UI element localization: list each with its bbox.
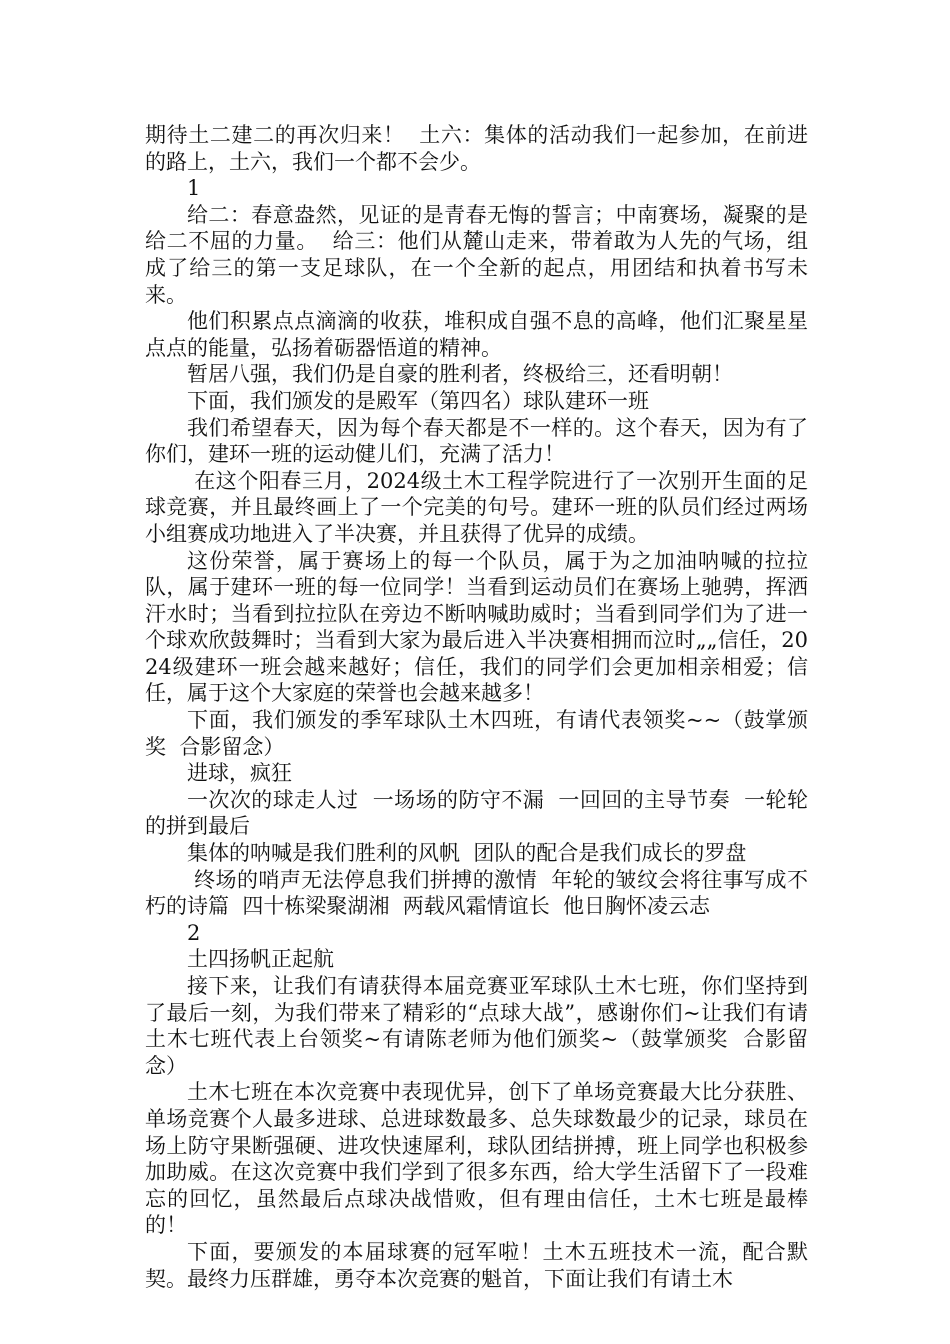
paragraph: 集体的呐喊是我们胜利的风帆 团队的配合是我们成长的罗盘 [187, 841, 747, 866]
paragraph: 接下来，让我们有请获得本届竞赛亚军球队土木七班，你们坚持到了最后一刻，为我们带来了精彩的“点球大战”，感谢你们~让我们有请土木七班代表上台领奖~有请陈老师为他们颁奖~（鼓掌颁奖 合影留念） [145, 974, 808, 1078]
paragraph: 我们希望春天，因为每个春天都是不一样的。这个春天，因为有了你们，建环一班的运动健儿们，充满了活力！ [145, 415, 808, 467]
paragraph: 在这个阳春三月，2024级土木工程学院进行了一次别开生面的足球竞赛，并且最终画上了一个完美的句号。建环一班的队员们经过两场小组赛成功地进入了半决赛，并且获得了优异的成绩。 [145, 468, 808, 546]
paragraph: 土四扬帆正起航 [187, 947, 334, 972]
paragraph: 期待土二建二的再次归来！ 土六：集体的活动我们一起参加，在前进的路上，土六，我们一个都不会少。 [145, 123, 808, 174]
paragraph: 下面，我们颁发的季军球队土木四班，有请代表领奖~~（鼓掌颁奖 合影留念） [145, 708, 808, 759]
paragraph: 下面，要颁发的本届球赛的冠军啦！土木五班技术一流，配合默契。最终力压群雄，勇夺本次竞赛的魁首，下面让我们有请土木 [145, 1239, 808, 1291]
paragraph: 这份荣誉，属于赛场上的每一个队员，属于为之加油呐喊的拉拉队，属于建环一班的每一位同学！当看到运动员们在赛场上驰骋，挥洒汗水时；当看到拉拉队在旁边不断呐喊助威时；当看到同学们为了进一个球欢欣鼓舞时；当看到大家为最后进入半决赛相拥而泣时„„信任，2024级建环一班会越来越好；信任，我们的同学们会更加相亲相爱；信任，属于这个大家庭的荣誉也会越来越多！ [145, 548, 808, 706]
page-number: 1 [187, 176, 201, 201]
page-number: 2 [187, 920, 201, 945]
paragraph: 进球，疯狂 [187, 761, 292, 786]
paragraph: 他们积累点点滴滴的收获，堆积成自强不息的高峰，他们汇聚星星点点的能量，弘扬着砺器悟道的精神。 [145, 309, 808, 360]
paragraph: 土木七班在本次竞赛中表现优异，创下了单场竞赛最大比分获胜、单场竞赛个人最多进球、总进球数最多、总失球数最少的记录，球员在场上防守果断强硬、进攻快速犀利，球队团结拼搏，班上同学也积极参加助威。在这次竞赛中我们学到了很多东西，给大学生活留下了一段难忘的回忆，虽然最后点球决战惜败，但有理由信任，土木七班是最棒的！ [145, 1080, 808, 1238]
document-page [145, 122, 808, 1292]
paragraph: 下面，我们颁发的是殿军（第四名）球队建环一班 [187, 388, 649, 413]
paragraph: 给二：春意盎然，见证的是青春无悔的誓言；中南赛场，凝聚的是给二不屈的力量。 给三：他们从麓山走来，带着敢为人先的气场，组成了给三的第一支足球队，在一个全新的起点，用团结和执着书写未来。 [145, 202, 808, 307]
paragraph: 一次次的球走人过 一场场的防守不漏 一回回的主导节奏 一轮轮的拼到最后 [145, 787, 808, 839]
paragraph: 暂居八强，我们仍是自豪的胜利者，终极给三，还看明朝！ [187, 362, 733, 387]
paragraph: 终场的哨声无法停息我们拼搏的激情 年轮的皱纹会将往事写成不朽的诗篇 四十栋梁聚湖湘 两载风霜情谊长 他日胸怀凌云志 [145, 867, 808, 919]
